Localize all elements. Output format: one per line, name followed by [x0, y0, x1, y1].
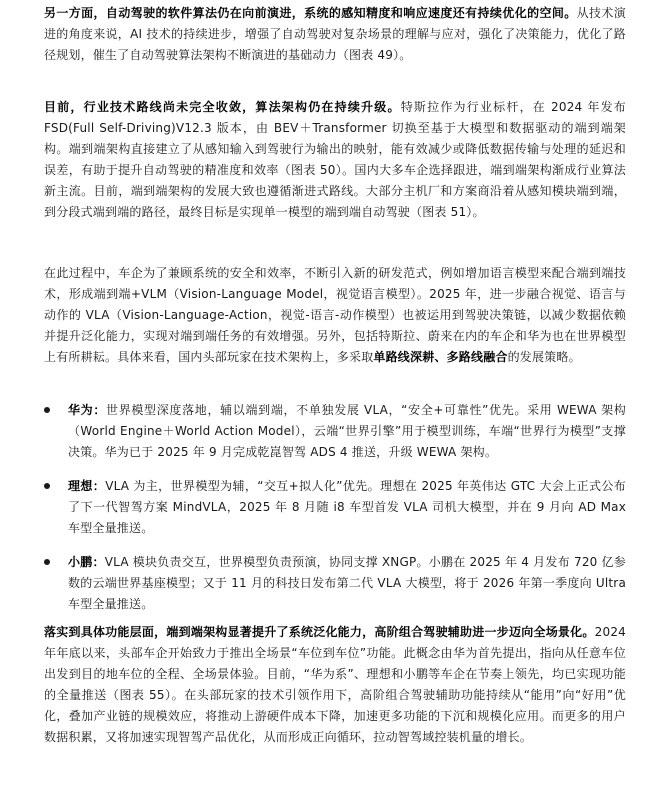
list-item-text — [68, 476, 626, 539]
list-item-xpeng — [44, 552, 626, 615]
paragraph-lead-bold: 落实到具体功能层面，端到端架构显著提升了系统泛化能力，高阶组合驾驶辅助进一步迈向全场景化。 — [44, 625, 595, 639]
bullet-dot-icon — [44, 559, 50, 565]
bullet-dot-icon — [44, 483, 50, 489]
paragraph-function-level — [44, 622, 626, 748]
list-item-huawei — [44, 400, 626, 463]
paragraph-software-algorithm — [44, 3, 626, 66]
paragraph-lead-bold: 另一方面，自动驾驶的软件算法仍在向前演进，系统的感知精度和响应速度还有持续优化的空间。 — [44, 6, 577, 20]
list-item-body: VLA 模块负责交互，世界模型负责预演，协同支撑 XNGP。小鹏在 2025 年 4 月发布 720 亿参数的云端世界基座模型；又于 11 月的科技日发布第二代 VLA 大模型，将于 2026 年第一季度向 Ultra 车型全量推送。 — [68, 555, 626, 611]
paragraph-body: 从技术演进的角度来说，AI 技术的持续进步，增强了自动驾驶对复杂场景的理解与应对，强化了决策能力，优化了路径规划，催生了自动驾驶算法架构不断演进的基础动力（图表 49）。 — [44, 6, 626, 62]
paragraph-body-after: 的发展策略。 — [507, 350, 581, 364]
player-strategy-list — [44, 400, 626, 628]
list-item-body: 世界模型深度落地，辅以端到端，不单独发展 VLA，“安全+可靠性”优先。采用 WEWA 架构（World Engine＋World Action Model），云端“世界引擎”用于模型训练，车端“世界行为模型”支撑决策。华为已于 2025 年 9 月完成乾崑智驾 ADS 4 推送，升级 WEWA 架构。 — [68, 403, 626, 459]
paragraph-research-paradigm — [44, 263, 626, 368]
paragraph-body: 特斯拉作为行业标杆，在 2024 年发布 FSD(Full Self-Driving)V12.3 版本，由 BEV＋Transformer 切换至基于大模型和数据驱动的端到端架构。端到端架构直接建立了从感知输入到驾驶行为输出的映射，能有效减少或降低数据传输与处理的延迟和误差，有助于提升自动驾驶的精准度和效率（图表 50）。国内大多车企选择跟进，端到端架构渐成行业算法新主流。目前，端到端架构的发展大致也遵循渐进式路线。大部分主机厂和方案商沿着从感知模块端到端，到分段式端到端的路径，最终目标是实现单一模型的端到端自动驾驶（图表 51）。 — [44, 100, 627, 219]
list-item-lead-bold: 小鹏： — [68, 555, 105, 569]
paragraph-inline-bold: 单路线深耕、多路线融合 — [373, 350, 508, 364]
list-item-body: VLA 为主，世界模型为辅，“交互+拟人化”优先。理想在 2025 年英伟达 GTC 大会上正式公布了下一代智驾方案 MindVLA，2025 年 8 月随 i8 车型首发 VLA 司机大模型，并在 9 月向 AD Max 车型全量推送。 — [68, 479, 627, 535]
list-item-lead-bold: 理想： — [68, 479, 106, 493]
paragraph-body-before: 在此过程中，车企为了兼顾系统的安全和效率，不断引入新的研发范式，例如增加语言模型来配合端到端技术，形成端到端+VLM（Vision-Language Model，视觉语言模型）。2025 年，进一步融合视觉、语言与动作的 VLA（Vision-Language-Action，视觉-语言-动作模型）也被运用到驾驶决策链，以减少数据依赖并提升泛化能力，实现对端到端任务的有效增强。另外，包括特斯拉、蔚来在内的车企和华为也在世界模型上有所耕耘。具体来看，国内头部玩家在技术架构上，多采取 — [44, 266, 626, 364]
paragraph-lead-bold: 目前，行业技术路线尚未完全收敛，算法架构仍在持续升级。 — [44, 100, 401, 114]
list-item-li-auto — [44, 476, 626, 539]
bullet-dot-icon — [44, 407, 50, 413]
list-item-text — [68, 552, 626, 615]
paragraph-body: 2024 年年底以来，头部车企开始致力于推出全场景“车位到车位”功能。此概念由华为首先提出，指向从任意车位出发到目的地车位的全程、全场景体验。目前，“华为系”、理想和小鹏等车企在节奏上领先，均已实现功能的全量推送（图表 55）。在头部玩家的技术引领作用下，高阶组合驾驶辅助功能持续从“能用”向“好用”优化，叠加产业链的规模效应，将推动上游硬件成本下降，加速更多功能的下沉和规模化应用。而更多的用户数据积累，又将加速实现智驾产品优化，从而形成正向循环，拉动智驾域控装机量的增长。 — [44, 625, 626, 744]
list-item-lead-bold: 华为： — [68, 403, 107, 417]
paragraph-tech-route — [44, 97, 626, 223]
list-item-text — [68, 400, 626, 463]
